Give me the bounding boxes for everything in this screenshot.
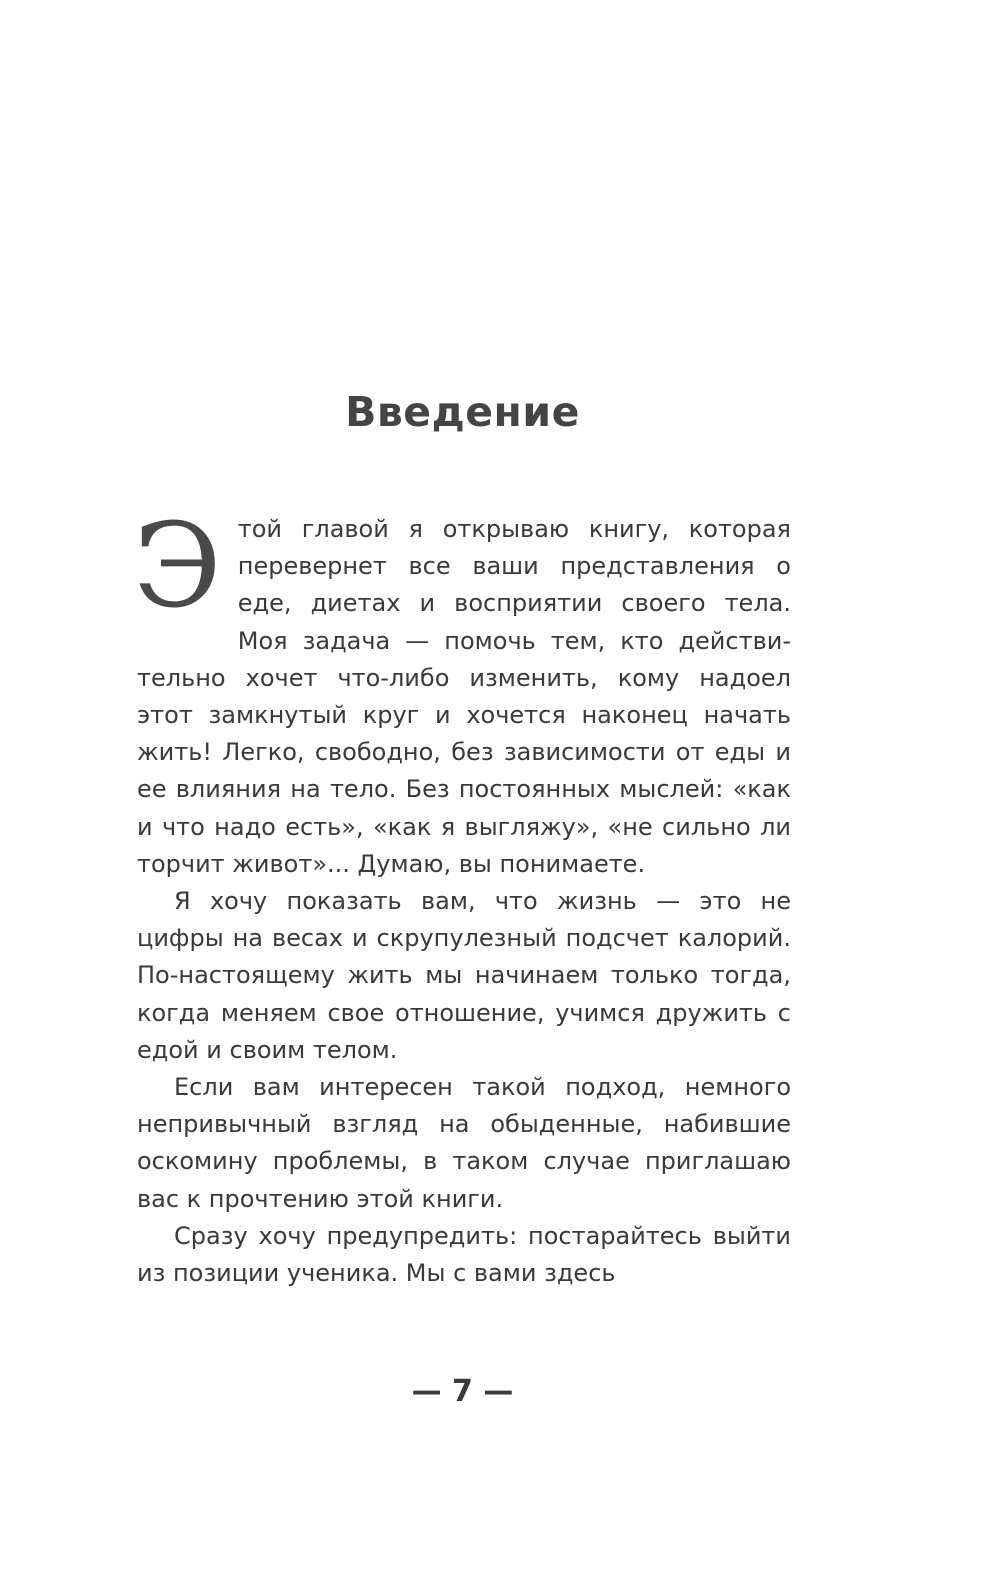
paragraph-4: Сразу хочу предупредить: постарайтесь выйти из позиции ученика. Мы с вами здесь — [137, 1221, 791, 1288]
chapter-title: Введение — [345, 388, 580, 436]
paragraph-1-text: той главой я открываю книгу, которая перевернет все ваши представления о еде, диетах и восприятии своего тела. Моя задача — помочь тем, кто действительно хочет что-либо изменить, кому надоел этот замкнутый круг и хочется наконец начать жить! Легко, свободно, без зависимости от еды и ее влияния на тело. Без постоянных мыслей: «как и что надо есть», «как я выгляжу», «не сильно ли торчит живот»... Думаю, вы понимаете. — [137, 515, 791, 878]
drop-cap-letter: Э — [133, 499, 222, 634]
page-number: — 7 — — [411, 1374, 514, 1409]
paragraph-2: Я хочу показать вам, что жизнь — это не цифры на весах и скрупулезный подсчет калорий. По-настоящему жить мы начинаем только тогда, когда меняем свое отношение, учимся дружить с едой и своим телом. — [137, 887, 791, 1064]
chapter-body — [133, 499, 791, 1292]
paragraph-1 — [133, 499, 791, 883]
paragraph-3: Если вам интересен такой подход, немного непривычный взгляд на обыденные, набившие оскомину проблемы, в таком случае приглашаю вас к прочтению этой книги. — [137, 1073, 791, 1213]
